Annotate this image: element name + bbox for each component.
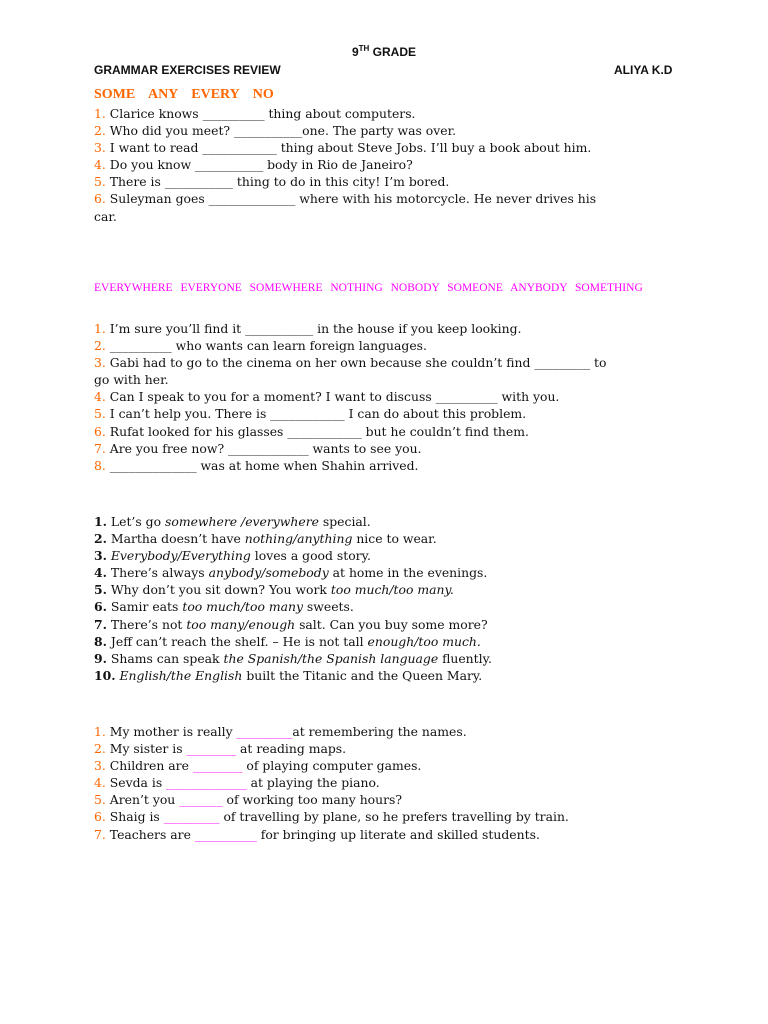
word-choice: too much/too many <box>182 599 303 615</box>
item-number: 5. <box>94 174 106 190</box>
item-text-before: Let’s go <box>110 514 165 529</box>
answer-blank: ___________ <box>245 321 314 336</box>
word-choice: too many/enough <box>186 616 296 632</box>
answer-blank: ______________ <box>208 191 296 207</box>
item-text-before: Are you free now? <box>109 440 229 456</box>
item-number: 2. <box>94 741 106 757</box>
exercise-item <box>94 156 614 173</box>
item-text-after: thing about Steve Jobs. I’ll buy a book about him. <box>276 140 592 156</box>
item-text-after: loves a good story. <box>250 548 371 564</box>
exercise-item <box>94 808 614 825</box>
answer-blank: ________ <box>192 758 243 774</box>
item-text-after: who wants can learn foreign languages. <box>171 338 427 354</box>
exercise-item <box>94 320 614 337</box>
item-number: 10. <box>94 667 116 683</box>
item-text-after: was at home when Shahin arrived. <box>196 457 419 473</box>
item-text-before: Martha doesn’t have <box>110 531 245 547</box>
item-text-after: body in Rio de Janeiro? <box>263 157 413 173</box>
answer-blank: _____________ <box>166 775 247 791</box>
item-number: 2. <box>94 123 106 139</box>
item-number: 3. <box>94 140 106 156</box>
word-choice: somewhere /everywhere <box>165 514 319 529</box>
item-number: 1. <box>94 106 106 121</box>
item-text-before: There’s always <box>110 565 209 581</box>
answer-blank: ___________ <box>234 123 303 139</box>
word-choice: enough/too much. <box>367 633 481 649</box>
item-number: 9. <box>94 650 107 666</box>
word-choice: English/the English <box>119 667 243 683</box>
word-bank-some-any: SOME ANY EVERY NO <box>94 87 274 102</box>
item-number: 6. <box>94 809 106 825</box>
item-text-after: built the Titanic and the Queen Mary. <box>242 667 483 683</box>
author-name: ALIYA K.D <box>614 63 673 77</box>
exercise-item <box>94 105 614 122</box>
answer-blank: ______________ <box>109 457 197 473</box>
answer-blank: __________ <box>194 826 257 842</box>
item-text-after: I can do about this problem. <box>344 406 527 422</box>
word-choice: too much/too many. <box>330 582 454 598</box>
item-text-after: thing to do in this city! I’m bored. <box>232 174 450 190</box>
choice-item <box>94 616 614 633</box>
answer-blank: _________ <box>534 355 591 371</box>
item-text-before: Do you know <box>109 157 195 173</box>
item-text-after: sweets. <box>302 599 354 615</box>
answer-blank: ___________ <box>164 174 233 190</box>
exercise-item <box>94 791 614 808</box>
exercise-item <box>94 740 614 757</box>
choice-item <box>94 564 614 581</box>
item-number: 7. <box>94 826 106 842</box>
item-text-after: at playing the piano. <box>246 775 380 791</box>
exercise-3-list <box>94 513 614 684</box>
item-text-before: Rufat looked for his glasses <box>109 423 288 439</box>
answer-blank: __________ <box>109 338 172 354</box>
word-choice: the Spanish/the Spanish language <box>223 650 439 666</box>
item-number: 6. <box>94 599 107 615</box>
grade-word: GRADE <box>372 45 417 59</box>
item-text-after: to go with her. <box>94 355 607 388</box>
choice-item <box>94 667 614 684</box>
answer-blank: ____________ <box>270 406 345 422</box>
item-text-before: Suleyman goes <box>109 191 209 207</box>
exercise-item <box>94 774 614 791</box>
item-number: 3. <box>94 758 106 774</box>
exercise-2-list <box>94 320 614 474</box>
item-text-after: in the house if you keep looking. <box>313 321 522 336</box>
grade-heading <box>0 44 768 59</box>
choice-item <box>94 530 614 547</box>
item-number: 4. <box>94 565 107 581</box>
item-number: 7. <box>94 616 107 632</box>
exercise-item <box>94 388 614 405</box>
item-number: 1. <box>94 321 106 336</box>
item-text-before: Clarice knows <box>109 106 203 121</box>
item-text-after: at remembering the names. <box>292 724 467 739</box>
item-number: 8. <box>94 457 106 473</box>
item-text-before: Samir eats <box>110 599 183 615</box>
item-text-after: where with his motorcycle. He never drives his car. <box>94 191 597 224</box>
answer-blank: ________ <box>186 741 237 757</box>
choice-item <box>94 547 614 564</box>
exercise-item <box>94 723 614 740</box>
grade-number: 9 <box>351 45 359 59</box>
item-number: 3. <box>94 548 107 564</box>
word-choice: Everybody/Everything <box>110 548 251 564</box>
item-text-after: of travelling by plane, so he prefers travelling by train. <box>219 809 569 825</box>
item-number: 5. <box>94 406 106 422</box>
answer-blank: ____________ <box>287 423 362 439</box>
exercise-item <box>94 354 614 388</box>
item-text-before: Shaig is <box>109 809 164 825</box>
item-text-after: at reading maps. <box>236 741 347 757</box>
exercise-item <box>94 757 614 774</box>
item-number: 1. <box>94 724 106 739</box>
exercise-item <box>94 139 614 156</box>
item-text-after: wants to see you. <box>308 440 422 456</box>
exercise-4-list <box>94 723 614 843</box>
item-number: 2. <box>94 338 106 354</box>
item-text-before: Why don’t you sit down? You work <box>110 582 331 598</box>
item-text-after: but he couldn’t find them. <box>361 423 529 439</box>
item-text-before: Can I speak to you for a moment? I want to discuss <box>109 389 436 405</box>
choice-item <box>94 513 614 530</box>
answer-blank: __________ <box>202 106 265 121</box>
worksheet-title: GRAMMAR EXERCISES REVIEW <box>94 63 281 77</box>
item-text-before: I’m sure you’ll find it <box>109 321 246 336</box>
answer-blank: _____________ <box>228 440 309 456</box>
item-number: 4. <box>94 157 106 173</box>
item-number: 5. <box>94 582 107 598</box>
exercise-item <box>94 190 614 224</box>
choice-item <box>94 650 614 667</box>
item-number: 8. <box>94 633 107 649</box>
exercise-item <box>94 423 614 440</box>
item-number: 7. <box>94 440 106 456</box>
item-text-after: for bringing up literate and skilled students. <box>256 826 540 842</box>
item-number: 3. <box>94 355 106 371</box>
exercise-item <box>94 337 614 354</box>
item-text-after: fluently. <box>438 650 492 666</box>
item-text-after: one. The party was over. <box>302 123 457 139</box>
item-text-before: Children are <box>109 758 193 774</box>
word-bank-compounds: EVERYWHERE EVERYONE SOMEWHERE NOTHING NOBODY SOMEONE ANYBODY SOMETHING <box>94 282 643 294</box>
item-number: 5. <box>94 792 106 808</box>
item-number: 1. <box>94 514 107 529</box>
answer-blank: _________ <box>236 724 293 739</box>
answer-blank: ____________ <box>202 140 277 156</box>
choice-item <box>94 598 614 615</box>
item-text-before: My sister is <box>109 741 187 757</box>
choice-item <box>94 581 614 598</box>
item-text-before: I want to read <box>109 140 203 156</box>
item-number: 6. <box>94 423 106 439</box>
item-text-before: There’s not <box>110 616 187 632</box>
item-text-before: Aren’t you <box>109 792 180 808</box>
item-number: 2. <box>94 531 107 547</box>
item-text-before: Jeff can’t reach the shelf. – He is not tall <box>110 633 368 649</box>
item-number: 4. <box>94 775 106 791</box>
item-text-before: Sevda is <box>109 775 167 791</box>
item-text-after: of playing computer games. <box>242 758 422 774</box>
word-choice: anybody/somebody <box>208 565 329 581</box>
exercise-item <box>94 440 614 457</box>
exercise-item <box>94 122 614 139</box>
item-text-after: thing about computers. <box>264 106 416 121</box>
answer-blank: ___________ <box>195 157 264 173</box>
exercise-item <box>94 405 614 422</box>
item-text-before: Shams can speak <box>110 650 224 666</box>
grade-suffix: TH <box>358 44 370 53</box>
item-text-before: Gabi had to go to the cinema on her own because she couldn’t find <box>109 355 535 371</box>
item-text-after: with you. <box>497 389 560 405</box>
word-choice: nothing/anything <box>244 531 353 547</box>
item-text-after: at home in the evenings. <box>328 565 488 581</box>
item-text-after: nice to wear. <box>352 531 437 547</box>
answer-blank: _______ <box>179 792 223 808</box>
item-text-before: I can’t help you. There is <box>109 406 271 422</box>
item-text-before: My mother is really <box>109 724 237 739</box>
exercise-item <box>94 826 614 843</box>
item-number: 6. <box>94 191 106 207</box>
answer-blank: __________ <box>435 389 498 405</box>
choice-item <box>94 633 614 650</box>
answer-blank: _________ <box>163 809 220 825</box>
exercise-1-list <box>94 105 614 225</box>
exercise-item <box>94 457 614 474</box>
item-number: 4. <box>94 389 106 405</box>
exercise-item <box>94 173 614 190</box>
item-text-after: special. <box>318 514 371 529</box>
item-text-before: Teachers are <box>109 826 195 842</box>
item-text-after: salt. Can you buy some more? <box>295 616 488 632</box>
item-text-before: There is <box>109 174 165 190</box>
item-text-after: of working too many hours? <box>222 792 403 808</box>
item-text-before: Who did you meet? <box>109 123 235 139</box>
